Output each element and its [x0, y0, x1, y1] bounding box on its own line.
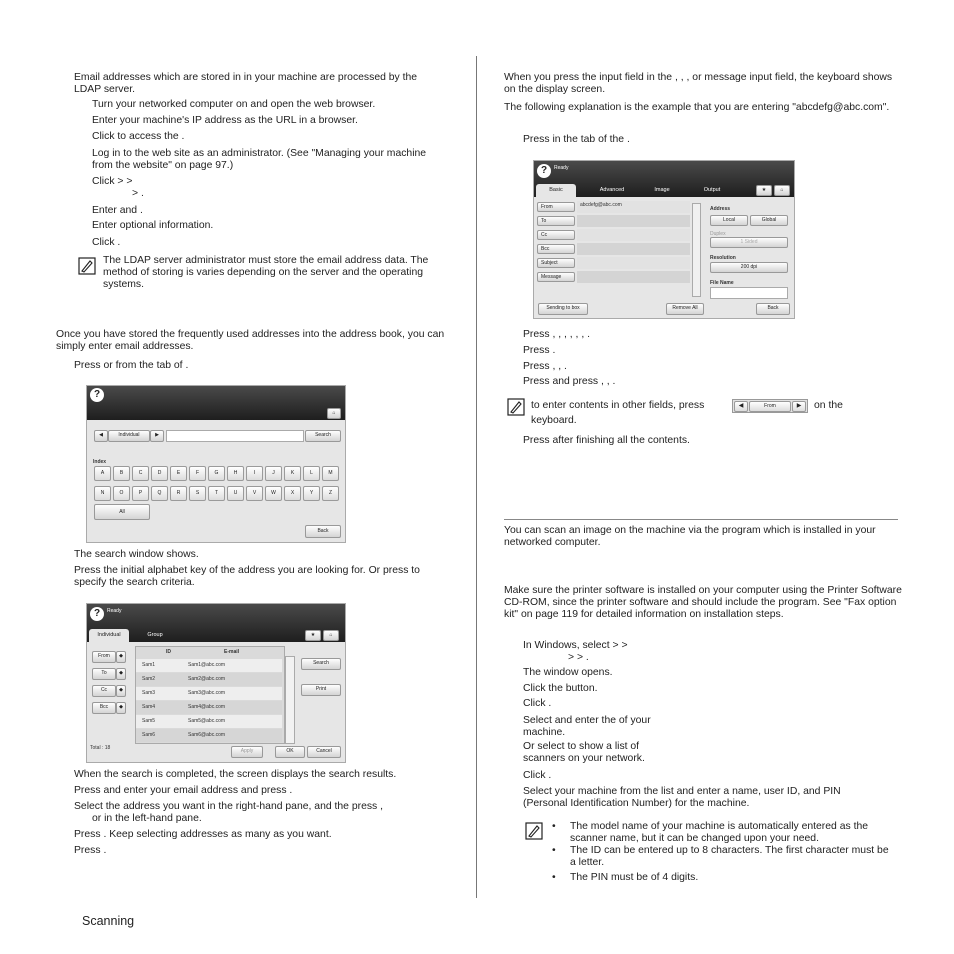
print-button[interactable]: Print	[301, 684, 341, 696]
row-email: Sam6@abc.com	[188, 732, 226, 738]
ldap-note: The LDAP server administrator must store the email address data. The method of storing is varies depending on the server and the operating systems.	[103, 255, 429, 290]
row-email: Sam1@abc.com	[188, 662, 226, 668]
ldap-step-5b: > .	[132, 188, 144, 199]
recipient-cc-button[interactable]: Cc	[92, 685, 116, 697]
row-id: Sam5	[142, 718, 156, 724]
row-email: Sam5@abc.com	[188, 718, 226, 724]
left-arrow-icon[interactable]: ◀	[94, 430, 108, 442]
scan-intro: You can scan an image on the machine via the program which is installed in your networked computer.	[504, 525, 876, 548]
duplex-label: Duplex	[710, 231, 726, 237]
keyboard-key[interactable]: B	[113, 466, 130, 481]
tab-output[interactable]: Output	[703, 187, 721, 193]
ready-status: Ready	[107, 608, 122, 614]
row-id: Sam3	[142, 690, 156, 696]
search-keyboard-screen	[86, 385, 346, 543]
field-cc-button[interactable]: Cc	[537, 230, 575, 240]
tab-group[interactable]: Group	[147, 632, 163, 638]
help-icon[interactable]: ?	[90, 607, 104, 621]
cancel-button[interactable]: Cancel	[307, 746, 341, 758]
setup-step-3: Click the button.	[523, 683, 598, 694]
search-press-initial: Press the initial alphabet key of the address you are looking for. Or press to specify the search criteria.	[74, 565, 420, 588]
field-bcc-input[interactable]	[577, 243, 690, 255]
email-basic-screen	[533, 160, 795, 319]
keyboard-key[interactable]: Q	[151, 486, 168, 501]
keyboard-key[interactable]: U	[227, 486, 244, 501]
keyboard-note-line2: keyboard.	[531, 415, 577, 426]
global-button[interactable]: Global	[750, 215, 788, 226]
address-book-step-1: Press or from the tab of .	[74, 360, 189, 371]
row-id: Sam1	[142, 662, 156, 668]
apply-button[interactable]: Apply	[231, 746, 263, 758]
home-icon[interactable]: ⌂	[327, 408, 341, 419]
search-button[interactable]: Search	[305, 430, 341, 442]
field-to-input[interactable]	[577, 215, 690, 227]
bullet-marker: •	[552, 821, 556, 832]
setup-step-2: The window opens.	[523, 667, 613, 678]
resolution-label: Resolution	[710, 255, 736, 261]
row-id: Sam4	[142, 704, 156, 710]
search-step-1: When the search is completed, the screen displays the search results.	[74, 769, 397, 780]
help-icon[interactable]: ?	[90, 388, 104, 402]
field-subject-input[interactable]	[577, 257, 690, 269]
file-name-input[interactable]	[710, 287, 788, 299]
keyboard-key[interactable]: S	[189, 486, 206, 501]
results-table	[135, 646, 285, 744]
keyboard-key[interactable]: P	[132, 486, 149, 501]
col-email-header: E-mail	[224, 649, 240, 655]
toggle-icon[interactable]: ◆	[116, 668, 126, 680]
home-icon[interactable]: ⌂	[774, 185, 790, 196]
search-input[interactable]	[166, 430, 304, 442]
file-name-label: File Name	[710, 280, 734, 286]
back-button[interactable]: Back	[756, 303, 790, 315]
ldap-step-6: Enter and .	[92, 205, 143, 216]
ldap-intro: Email addresses which are stored in in your machine are processed by the LDAP server.	[74, 72, 418, 95]
keyboard-key[interactable]: V	[246, 486, 263, 501]
setup-note-1: The model name of your machine is automatically entered as the scanner name, but it can be changed upon your need.	[570, 821, 869, 844]
tab-advanced[interactable]: Advanced	[599, 187, 625, 193]
setup-step-7b: (Personal Identification Number) for the machine.	[523, 798, 750, 809]
search-step-3b: or in the left-hand pane.	[92, 813, 202, 824]
field-from-button[interactable]: From	[537, 202, 575, 212]
row-email: Sam2@abc.com	[188, 676, 226, 682]
ok-button[interactable]: OK	[275, 746, 305, 758]
keyboard-press-after: Press after finishing all the contents.	[523, 435, 690, 446]
local-button[interactable]: Local	[710, 215, 748, 226]
left-arrow-icon: ◀	[734, 401, 748, 412]
keyboard-step-4: Press , , .	[523, 361, 567, 372]
ldap-step-3: Click to access the .	[92, 131, 185, 142]
keyboard-key[interactable]: Y	[303, 486, 320, 501]
setup-step-5c: Or select to show a list of	[523, 741, 640, 752]
results-scrollbar[interactable]	[285, 656, 295, 744]
col-id-header: ID	[166, 649, 171, 655]
keyboard-key[interactable]: X	[284, 486, 301, 501]
keyboard-key[interactable]: J	[265, 466, 282, 481]
field-subject-button[interactable]: Subject	[537, 258, 575, 268]
note-icon	[525, 822, 543, 840]
keyboard-key[interactable]: D	[151, 466, 168, 481]
right-arrow-icon[interactable]: ▶	[150, 430, 164, 442]
ldap-step-1: Turn your networked computer on and open the web browser.	[92, 99, 376, 110]
keyboard-key[interactable]: M	[322, 466, 339, 481]
keyboard-key[interactable]: E	[170, 466, 187, 481]
row-email: Sam4@abc.com	[188, 704, 226, 710]
keyboard-key[interactable]: F	[189, 466, 206, 481]
keyboard-key[interactable]: Z	[322, 486, 339, 501]
field-bcc-button[interactable]: Bcc	[537, 244, 575, 254]
search-button[interactable]: Search	[301, 658, 341, 670]
ldap-step-2: Enter your machine's IP address as the URL in a browser.	[92, 115, 358, 126]
keyboard-step-3: Press .	[523, 345, 556, 356]
setup-step-6: Click .	[523, 770, 552, 781]
setup-note-2: The ID can be entered up to 8 characters. The first character must be a letter.	[570, 845, 889, 868]
keyboard-key[interactable]: A	[94, 466, 111, 481]
field-to-button[interactable]: To	[537, 216, 575, 226]
right-arrow-icon: ▶	[792, 401, 806, 412]
keyboard-key[interactable]: W	[265, 486, 282, 501]
setup-note-3: The PIN must be of 4 digits.	[570, 872, 699, 883]
keyboard-key[interactable]: N	[94, 486, 111, 501]
ready-status: Ready	[554, 165, 569, 171]
tab-basic[interactable]: Basic	[536, 184, 576, 197]
keyboard-key[interactable]: H	[227, 466, 244, 481]
setup-intro: Make sure the printer software is installed on your computer using the Printer Software CD-ROM, since the printer software and should include the program. See "Fax option kit" on page 119 for detailed information on installation steps.	[504, 585, 902, 620]
setup-step-7a: Select your machine from the list and enter a name, user ID, and PIN	[523, 786, 841, 797]
tab-image[interactable]: Image	[654, 187, 670, 193]
resolution-selector[interactable]: 200 dpi	[710, 262, 788, 273]
recipient-from-button[interactable]: From	[92, 651, 116, 663]
fields-scrollbar[interactable]	[692, 203, 701, 297]
bullet-marker: •	[552, 872, 556, 883]
ldap-step-5a: Click > >	[92, 176, 133, 187]
keyboard-key[interactable]: G	[208, 466, 225, 481]
from-field-selector	[732, 399, 808, 413]
from-key: From	[749, 401, 791, 412]
ldap-step-8: Click .	[92, 237, 121, 248]
keyboard-step-2: Press , , , , , , .	[523, 329, 590, 340]
search-results-screen	[86, 603, 346, 763]
bullet-marker: •	[552, 845, 556, 856]
favorite-icon[interactable]: ★	[756, 185, 772, 196]
all-button[interactable]: All	[94, 504, 150, 520]
recipient-to-button[interactable]: To	[92, 668, 116, 680]
ldap-step-7: Enter optional information.	[92, 220, 214, 231]
setup-step-4: Click .	[523, 698, 552, 709]
ldap-step-4: Log in to the web site as an administrator. (See "Managing your machine from the website" on page 97.)	[92, 148, 427, 171]
sending-to-box-button[interactable]: Sending to box	[538, 303, 588, 315]
field-cc-input[interactable]	[577, 229, 690, 241]
keyboard-note-pre: to enter contents in other fields, press	[531, 400, 705, 411]
keyboard-key[interactable]: O	[113, 486, 130, 501]
recipient-bcc-button[interactable]: Bcc	[92, 702, 116, 714]
page-footer: Scanning	[82, 914, 135, 928]
setup-step-5b: machine.	[523, 727, 566, 738]
favorite-icon[interactable]: ★	[305, 630, 321, 641]
toggle-icon[interactable]: ◆	[116, 702, 126, 714]
duplex-selector[interactable]: 1 Sided	[710, 237, 788, 248]
address-label: Address	[710, 206, 731, 212]
search-step-4: Press . Keep selecting addresses as many as you want.	[74, 829, 332, 840]
column-divider	[476, 56, 477, 898]
help-icon[interactable]: ?	[537, 164, 551, 178]
from-value: abcdefg@abc.com	[580, 202, 622, 208]
address-book-intro: Once you have stored the frequently used addresses into the address book, you can simply enter email addresses.	[56, 329, 445, 352]
keyboard-key[interactable]: K	[284, 466, 301, 481]
note-icon	[507, 398, 525, 416]
keyboard-key[interactable]: C	[132, 466, 149, 481]
toggle-icon[interactable]: ◆	[116, 651, 126, 663]
setup-step-1b: > > .	[568, 652, 589, 663]
toggle-icon[interactable]: ◆	[116, 685, 126, 697]
back-button[interactable]: Back	[305, 525, 341, 538]
tab-individual[interactable]: Individual	[89, 629, 129, 642]
keyboard-key[interactable]: R	[170, 486, 187, 501]
home-icon[interactable]: ⌂	[323, 630, 339, 641]
row-id: Sam2	[142, 676, 156, 682]
keyboard-step-5: Press and press , , .	[523, 376, 616, 387]
keyboard-key[interactable]: I	[246, 466, 263, 481]
keyboard-step-1: Press in the tab of the .	[523, 134, 630, 145]
search-step-5: Press .	[74, 845, 107, 856]
individual-selector[interactable]: Individual	[108, 430, 150, 442]
field-message-input[interactable]	[577, 271, 690, 283]
keyboard-key[interactable]: T	[208, 486, 225, 501]
search-shows: The search window shows.	[74, 549, 199, 560]
remove-all-button[interactable]: Remove All	[666, 303, 704, 315]
setup-step-1a: In Windows, select > >	[523, 640, 628, 651]
keyboard-note-post: on the	[814, 400, 843, 411]
note-icon	[78, 257, 96, 275]
search-step-3a: Select the address you want in the right-hand pane, and the press ,	[74, 801, 384, 812]
setup-step-5d: scanners on your network.	[523, 753, 645, 764]
row-id: Sam6	[142, 732, 156, 738]
keyboard-intro: When you press the input field in the , , , or message input field, the keyboard shows on the display screen.	[504, 72, 893, 95]
search-step-2: Press and enter your email address and press .	[74, 785, 293, 796]
keyboard-key[interactable]: L	[303, 466, 320, 481]
field-message-button[interactable]: Message	[537, 272, 575, 282]
row-email: Sam3@abc.com	[188, 690, 226, 696]
index-label: Index	[93, 459, 107, 465]
keyboard-explanation: The following explanation is the example that you are entering "abcdefg@abc.com".	[504, 102, 890, 113]
section-rule	[504, 519, 898, 520]
total-count: Total : 18	[90, 745, 111, 751]
setup-step-5a: Select and enter the of your	[523, 715, 651, 726]
